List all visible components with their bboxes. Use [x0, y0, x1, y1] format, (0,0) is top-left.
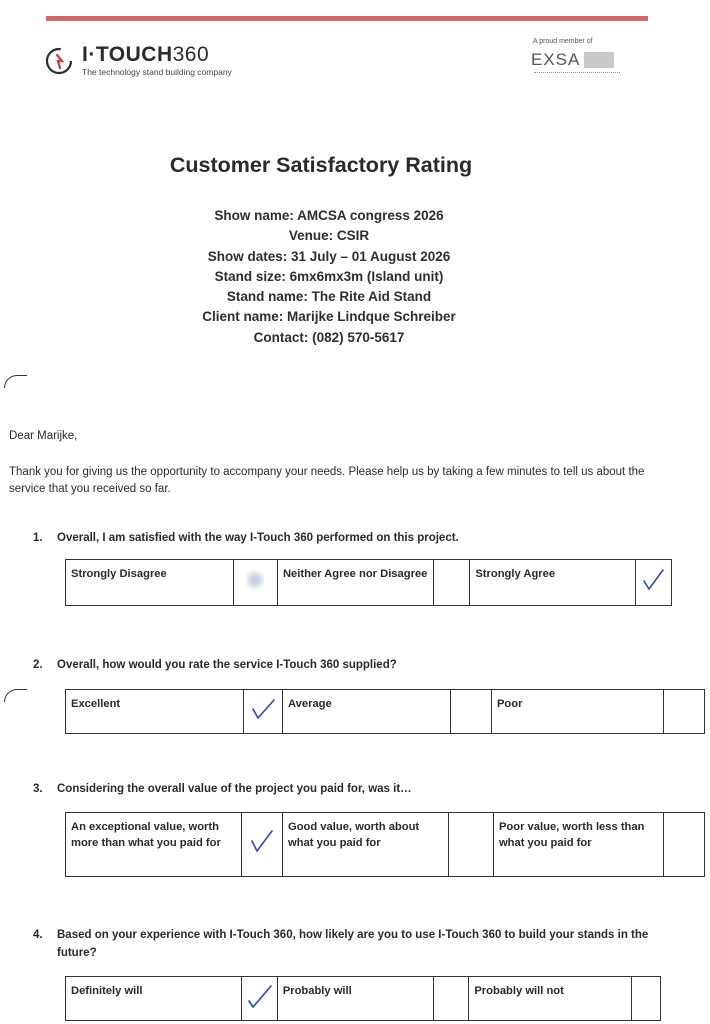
- option-checkbox[interactable]: [450, 690, 491, 734]
- punch-hole-mark: [4, 689, 27, 702]
- question-text: Overall, I am satisfied with the way I-Touch 360 performed on this project.: [57, 532, 459, 544]
- question-number: 3.: [33, 783, 43, 795]
- question-text: Overall, how would you rate the service I-Touch 360 supplied?: [57, 659, 397, 671]
- checkmark-icon: [247, 983, 273, 1009]
- option-checkbox[interactable]: [663, 690, 704, 734]
- logo-wordmark: [82, 44, 232, 66]
- client-name: Client name: Marijke Lindque Schreiber: [202, 309, 456, 325]
- logo-name: I·TOUCH: [82, 43, 173, 66]
- punch-hole-mark: [4, 375, 27, 388]
- option-checkbox[interactable]: [448, 813, 493, 877]
- option-checkbox[interactable]: [242, 977, 277, 1021]
- contact: Contact: (082) 570-5617: [253, 329, 405, 345]
- option-label: Neither Agree nor Disagree: [277, 560, 433, 606]
- option-checkbox[interactable]: [434, 977, 469, 1021]
- option-label: Average: [283, 690, 451, 734]
- question-1-options: [65, 559, 672, 606]
- logo-tagline: The technology stand building company: [82, 67, 232, 77]
- checkmark-icon: [640, 567, 666, 593]
- option-label: Poor: [491, 690, 663, 734]
- question-3-options: [65, 812, 705, 877]
- option-checkbox[interactable]: [233, 560, 277, 606]
- question-2-options: [65, 689, 705, 734]
- option-checkbox[interactable]: [241, 813, 282, 877]
- question-2: [33, 656, 667, 674]
- option-checkbox[interactable]: [434, 560, 470, 606]
- option-checkbox[interactable]: [243, 690, 282, 734]
- option-label: Probably will not: [469, 977, 631, 1021]
- question-4: [33, 926, 667, 962]
- question-number: 2.: [33, 659, 43, 671]
- exsa-logo: [531, 50, 614, 70]
- top-rule: [46, 16, 648, 21]
- company-logo: [44, 44, 232, 77]
- question-number: 4.: [33, 929, 43, 941]
- option-label: Strongly Agree: [470, 560, 636, 606]
- stand-size: Stand size: 6mx6mx3m (Island unit): [214, 268, 444, 284]
- option-checkbox[interactable]: [635, 560, 671, 606]
- stand-name: Stand name: The Rite Aid Stand: [226, 289, 432, 305]
- question-1: [33, 529, 667, 547]
- option-label: Good value, worth about what you paid for: [283, 813, 449, 877]
- page-title-text: Customer Satisfactory Rating: [169, 153, 473, 177]
- option-label: Strongly Disagree: [66, 560, 234, 606]
- checkmark-icon: [249, 829, 275, 855]
- exsa-subtext-line: [534, 72, 620, 76]
- member-text: A proud member of: [533, 38, 593, 45]
- exsa-name: EXSA: [531, 50, 581, 69]
- venue: Venue: CSIR: [288, 228, 370, 244]
- question-number: 1.: [33, 532, 43, 544]
- question-3: [33, 780, 667, 798]
- option-label: Definitely will: [66, 977, 242, 1021]
- option-label: Excellent: [66, 690, 244, 734]
- option-label: Probably will: [277, 977, 433, 1021]
- salutation: Dear Marijke,: [9, 430, 78, 442]
- question-text: Based on your experience with I-Touch 360, how likely are you to use I-Touch 360 to build your stands in the future?: [57, 929, 649, 959]
- show-dates: Show dates: 31 July – 01 August 2026: [207, 248, 451, 264]
- exsa-mark: [584, 52, 614, 68]
- intro-paragraph: Thank you for giving us the opportunity to accompany your needs. Please help us by taking a few minutes to tell us about the service that you received so far.: [9, 466, 645, 495]
- show-name: Show name: AMCSA congress 2026: [214, 208, 444, 223]
- option-checkbox[interactable]: [663, 813, 704, 877]
- scan-smudge: [246, 567, 264, 593]
- question-text: Considering the overall value of the project you paid for, was it…: [57, 783, 412, 795]
- option-label: An exceptional value, worth more than what you paid for: [66, 813, 242, 877]
- option-label: Poor value, worth less than what you paid for: [493, 813, 663, 877]
- touch-circle-icon: [44, 46, 74, 76]
- show-info: [0, 206, 640, 348]
- checkmark-icon: [250, 696, 276, 722]
- logo-number: 360: [172, 43, 210, 66]
- page-title: [0, 153, 640, 178]
- option-checkbox[interactable]: [631, 977, 660, 1021]
- question-4-options: [65, 976, 661, 1021]
